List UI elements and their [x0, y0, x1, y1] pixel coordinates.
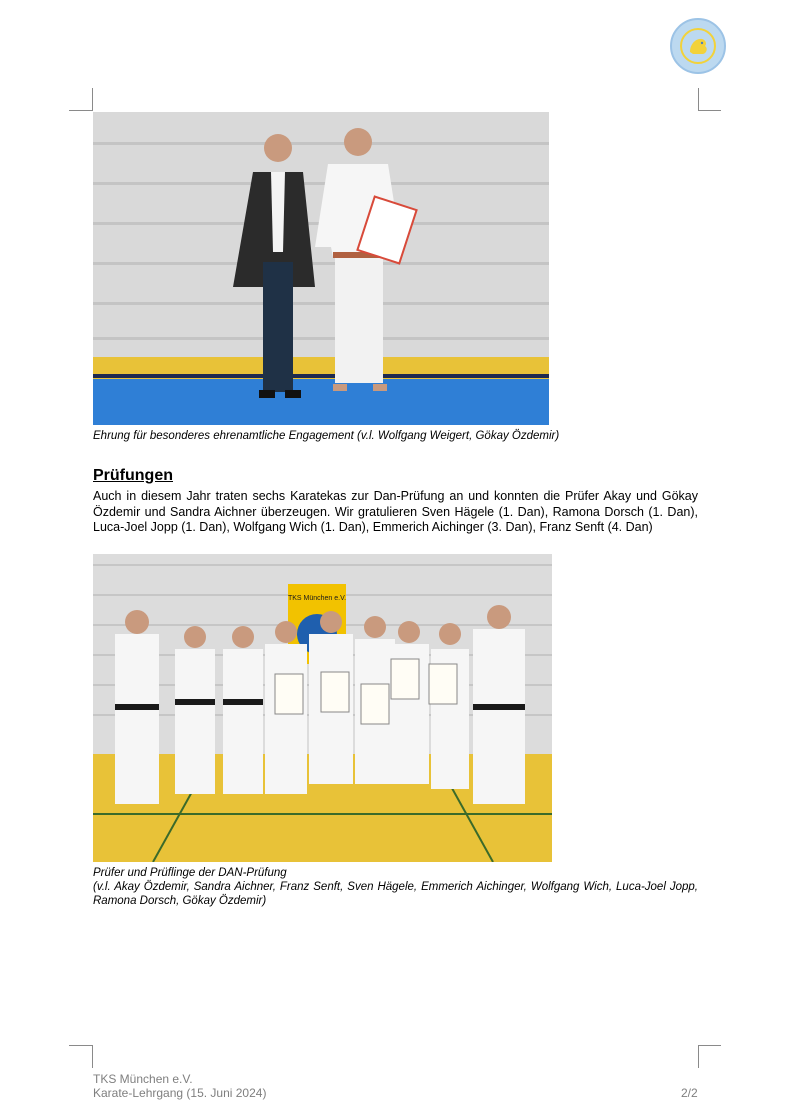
lion-emblem-icon [678, 26, 718, 66]
crop-mark-top-left-v [92, 88, 93, 111]
crop-mark-bottom-left-h [69, 1045, 92, 1046]
photo-dan-exam-group [93, 554, 552, 862]
footer-org: TKS München e.V. [93, 1072, 193, 1086]
crop-mark-bottom-right-v [698, 1045, 699, 1068]
section-paragraph: Auch in diesem Jahr traten sechs Karatekas zur Dan-Prüfung an und konnten die Prüfer Akay und Gökay Özdemir und Sandra Aichner überzeugen. Wir gratulieren Sven Hägele (1. Dan), Ramona Dorsch (1. Dan), Luca-Joel Jopp (1. Dan), Wolfgang Wich (1. Dan), Emmerich Aichinger (3. Dan), Franz Senft (4. Dan) [93, 489, 698, 534]
crop-mark-top-right-v [698, 88, 699, 111]
crop-mark-bottom-left-v [92, 1045, 93, 1068]
page-number: 2/2 [681, 1086, 698, 1100]
photo-group-caption-names: (v.l. Akay Özdemir, Sandra Aichner, Franz Senft, Sven Hägele, Emmerich Aichinger, Wolfgang Wich, Luca-Joel Jopp, Ramona Dorsch, Gökay Özdemir) [93, 881, 698, 907]
section-heading: Prüfungen [93, 467, 173, 484]
footer-event: Karate-Lehrgang (15. Juni 2024) [93, 1086, 267, 1100]
crop-mark-bottom-right-h [698, 1045, 721, 1046]
crop-mark-top-left-h [69, 110, 92, 111]
photo-group-caption-title: Prüfer und Prüflinge der DAN-Prüfung [93, 867, 287, 879]
banner-text: TKS München e.V. [287, 595, 347, 602]
crop-mark-top-right-h [698, 110, 721, 111]
photo-award-caption: Ehrung für besonderes ehrenamtliche Engagement (v.l. Wolfgang Weigert, Gökay Özdemir) [93, 430, 560, 442]
photo-award-ceremony [93, 112, 549, 425]
club-logo [670, 18, 726, 74]
